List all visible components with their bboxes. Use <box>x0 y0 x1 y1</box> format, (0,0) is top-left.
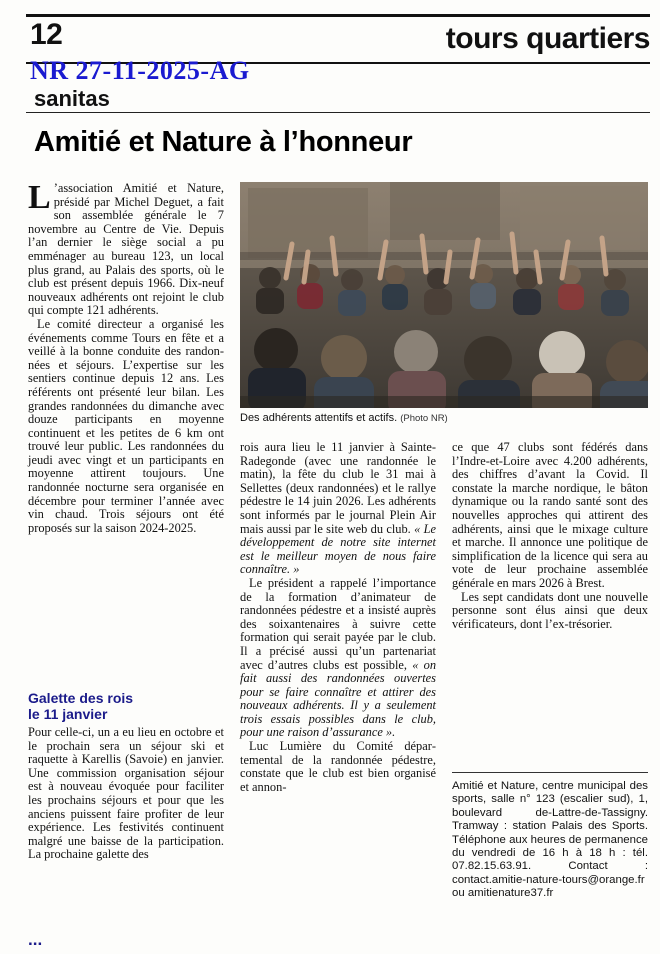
article-column-1 <box>28 179 224 535</box>
photo-credit: (Photo NR) <box>400 413 448 424</box>
subheading-line-2: le 11 janvier <box>28 706 108 722</box>
section-label: sanitas <box>34 86 110 111</box>
subheading <box>28 690 224 722</box>
section-rule <box>26 112 650 113</box>
contact-divider <box>452 772 648 773</box>
paragraph-text: Le comité directeur a organisé les événements comme Tours en fête et a veillé à la bonne conduite des randonnées et séjours. L’expertise sur les sentiers continue depuis 12 ans. Les référents ont présenté leur bilan. Les grandes randonnées du dimanche avec douze participants en moyenne continuent et les petites de 6 km ont trouvé leur public. Les randonnées du jeudi avec vingt et un participants en moyenne attirent toujours. Une randonnée nocturne sera organisée en décembre pour terminer l’année avec vin chaud. Trois séjours ont été proposés sur la saison 2024-2025. <box>28 316 224 535</box>
photo-caption <box>240 412 648 424</box>
paragraph-text: Luc Lumière du Comité départemental de la randonnée pédestre, constate que le club est bien organisé et annon- <box>240 739 436 794</box>
paragraph <box>240 740 436 794</box>
article-column-2 <box>240 441 436 794</box>
article-column-1-lower <box>28 690 224 862</box>
archive-stamp: NR 27-11-2025-AG <box>30 56 250 85</box>
quote-text: « Le développement de notre site internet est le meilleur moyen de nous faire connaître. » <box>240 521 436 577</box>
paragraph <box>452 441 648 591</box>
quote-text: « on fait aussi des randonnées ouvertes pour se faire connaître et attirer des nouveaux adhérents. Il y a seulement trois essais possibles dans le club, pour une raison d’assurance ». <box>240 657 437 740</box>
paragraph-text: Les sept candidats dont une nouvelle personne sont élus ainsi que deux vérificateurs, dont l’ex-trésorier. <box>452 589 648 631</box>
caption-text: Des adhérents attentifs et actifs. <box>240 412 398 424</box>
paragraph-text: ’association Amitié et Nature, présidé par Michel Deguet, a fait son assemblée générale le 7 novembre au Centre de Vie. Depuis l’an dernier le siège social a pu emménager au bureau 123, un local plus grand, au Palais des sports, où le club est présent depuis 1966. Dix-neuf nouveaux adhérents ont rejoint le club qui compte 121 adhérents. <box>28 181 224 318</box>
paragraph-text: Le président a rappelé l’importance de la formation d’animateur de randonnées pédestre et a insisté auprès des soixantenaires à suivre cette formation qui serait payée par le club. Il a précisé aussi qu’un partenariat avec d’autres clubs est possible, <box>240 575 436 672</box>
subheading-line-1: Galette des rois <box>28 690 134 706</box>
article-column-3 <box>452 441 648 631</box>
paragraph <box>28 179 224 318</box>
article-photo <box>240 182 648 408</box>
page-title: Amitié et Nature à l’honneur <box>34 126 413 158</box>
paragraph <box>452 591 648 632</box>
paragraph <box>28 726 224 862</box>
paragraph <box>28 318 224 536</box>
paragraph-text: ce que 47 clubs sont fédérés dans l’Indre-et-Loire avec 4.200 adhérents, des chiffres d’avant la Covid. Il constate la marche nordique, le bâton dynamique ou la rando santé sont des nouvelles approches qui attirent des adhérents, ainsi que le mixage culture et marche. Il annonce une politique de simplification de la licence qui sera au vote de leur prochaine assemblée générale en mars 2026 à Brest. <box>452 440 648 590</box>
page-number: 12 <box>30 18 63 51</box>
drop-cap: L <box>28 179 51 216</box>
paragraph <box>240 441 436 577</box>
paragraph-text: Pour celle-ci, un a eu lieu en octobre et le prochain sera un séjour ski et raquette à Karellis (Savoie) en janvier. Une commission organisation séjour est à nouveau évoquée pour faciliter les prochains séjours et pour que les anciens puissent faire profiter de leur expérience. Les festivités continuent malgré une baisse de la participation. La prochaine galette des <box>28 725 224 862</box>
next-article-teaser: ... <box>28 930 43 949</box>
top-rule <box>26 14 650 17</box>
paragraph-text: rois aura lieu le 11 janvier à Sainte-Radegonde (avec une randonnée le matin), la fête du club le 31 mai à Sellettes (deux randonnées) et le rallye pédestre le 14 juin 2026. Les adhérents sont informés par le journal Plein Air mais aussi par le site web du club. <box>240 440 436 536</box>
paragraph <box>240 577 436 740</box>
masthead-title: tours quartiers <box>445 22 650 55</box>
contact-info: Amitié et Nature, centre municipal des sports, salle n° 123 (escalier sud), 1, boulevard de-Lattre-de-Tassigny. Tramway : station Palais des Sports. Téléphone aux heures de permanence du vendredi de 16 h à 18 h : tél. 07.82.15.63.91. Contact : contact.amitie-nature-tours@orange.fr ou amitienature37.fr <box>452 780 648 900</box>
photo-illustration <box>240 182 648 408</box>
